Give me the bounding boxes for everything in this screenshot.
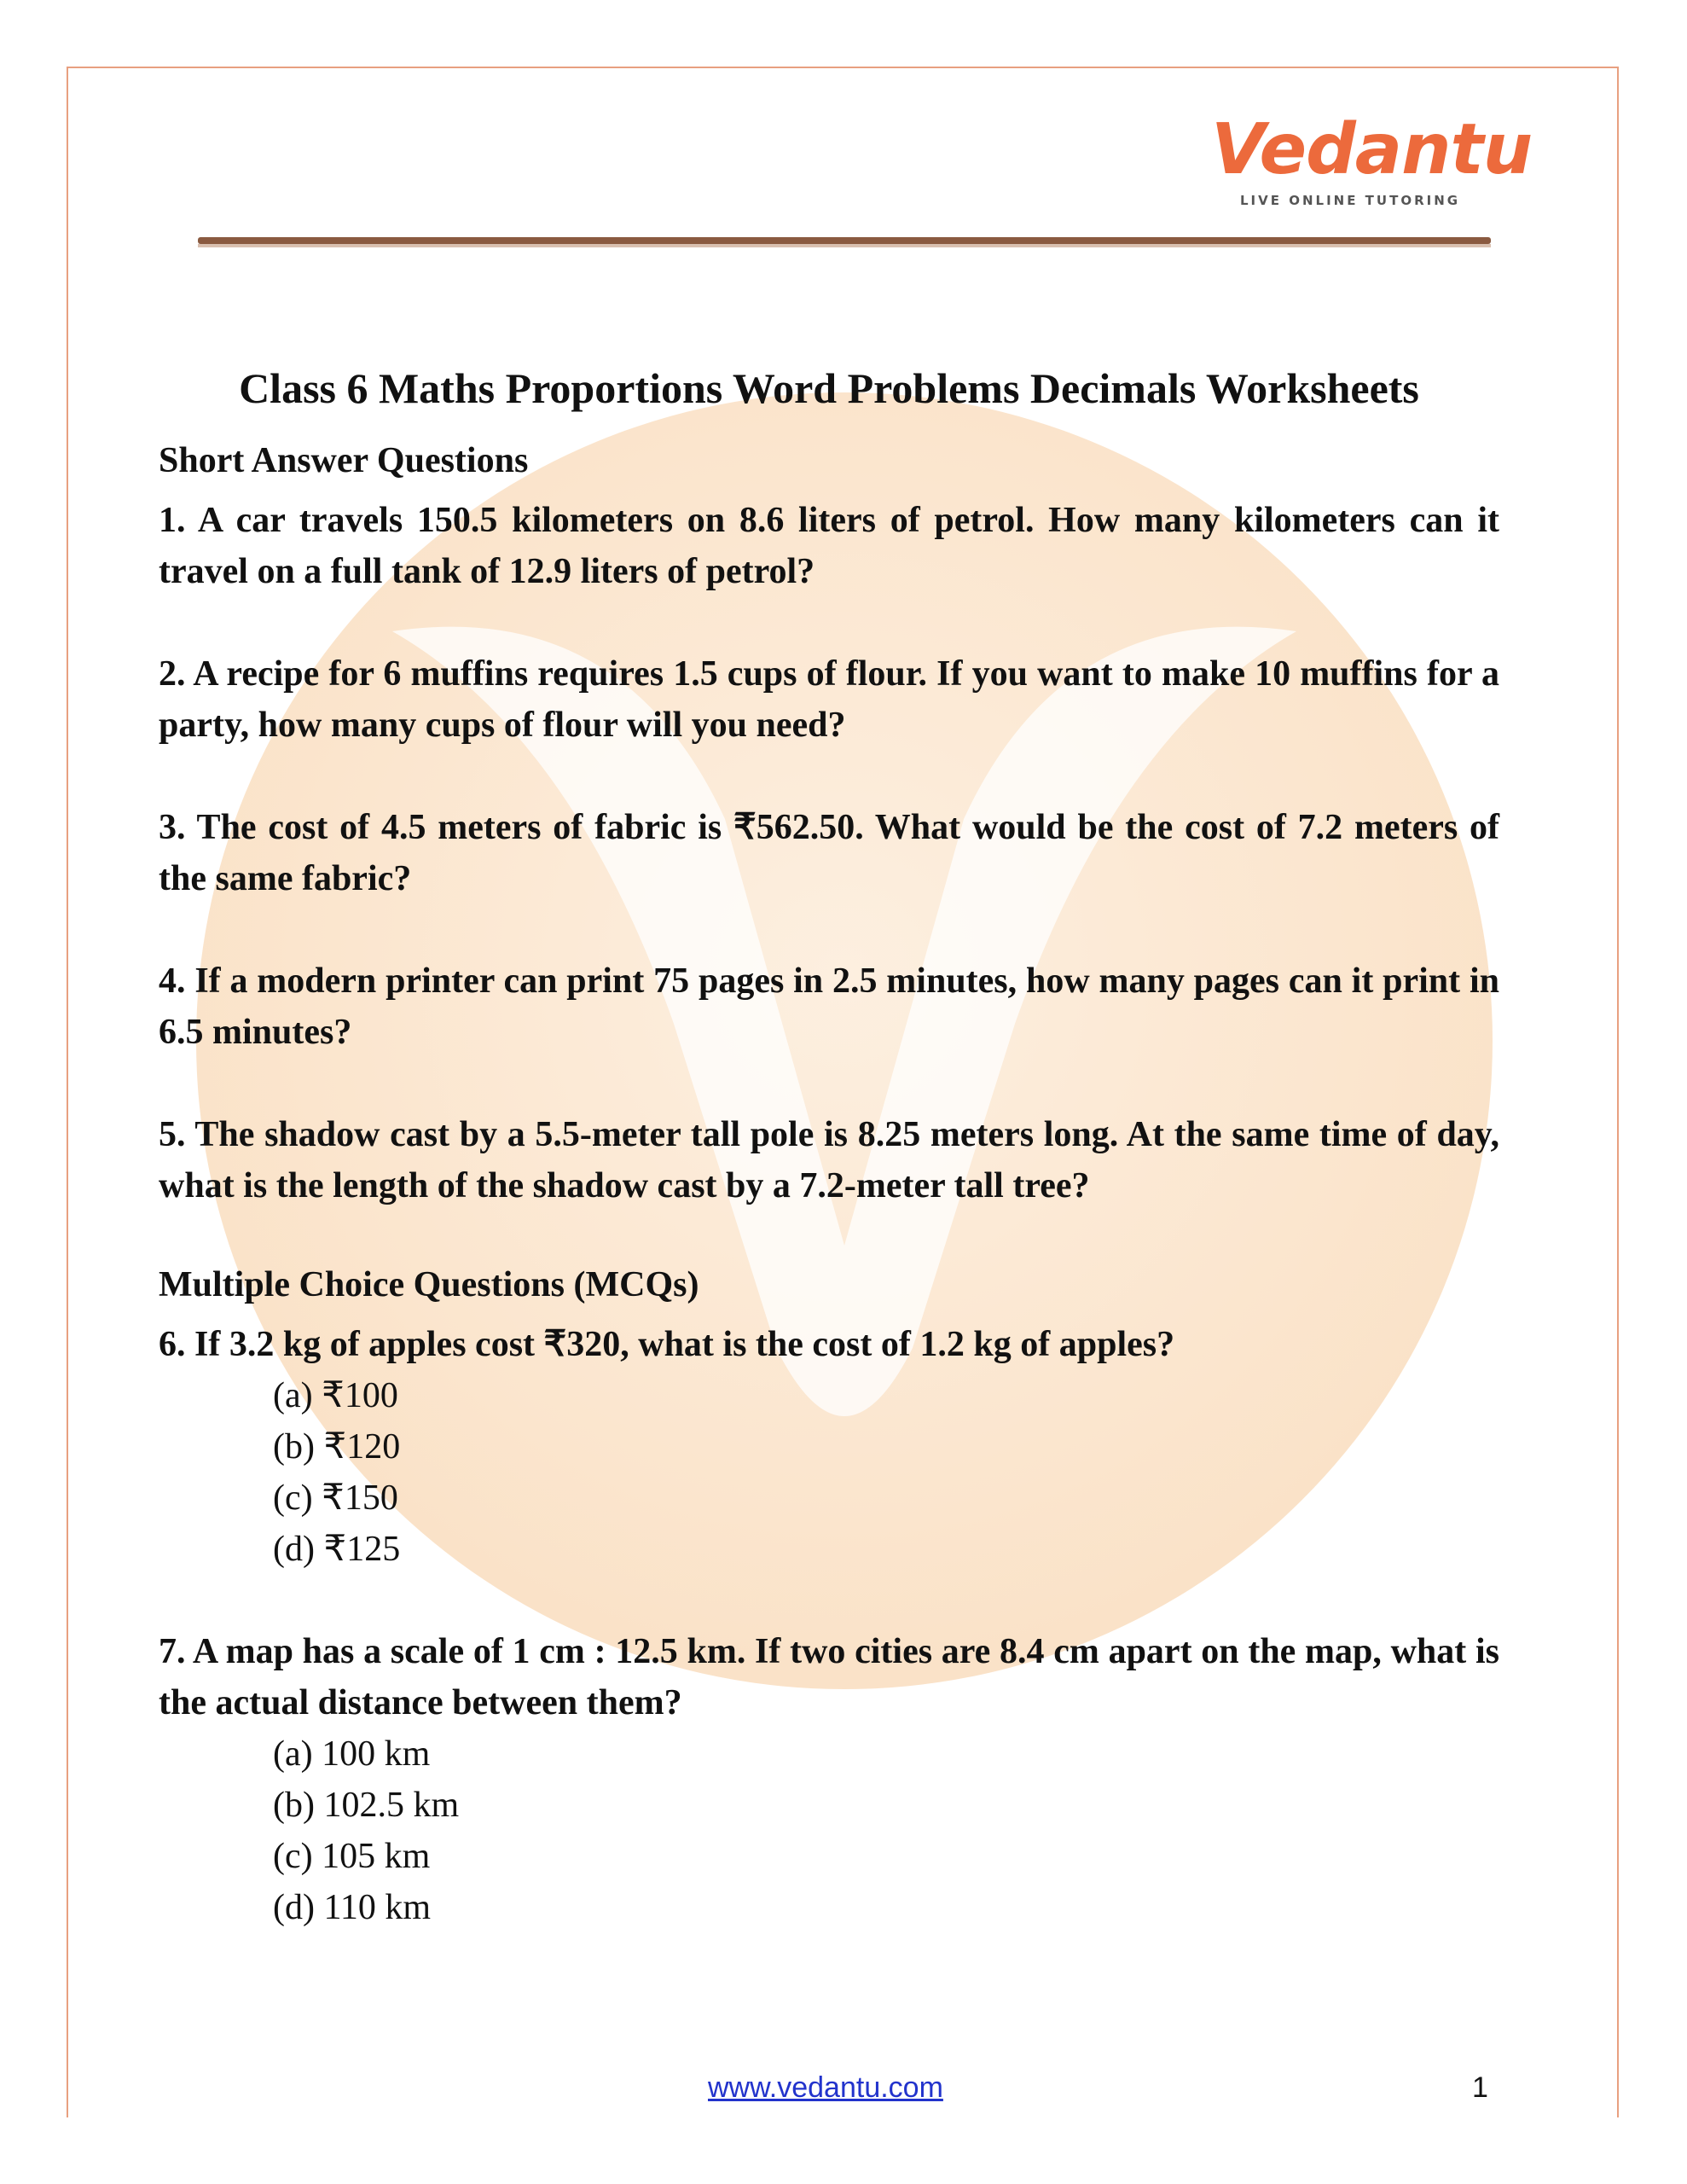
option-item: (a) 100 km xyxy=(273,1734,431,1774)
question-6-options xyxy=(273,1370,1499,1575)
option-item: (d) 110 km xyxy=(273,1888,432,1927)
question-6: 6. If 3.2 kg of apples cost ₹320, what is the cost of 1.2 kg of apples? xyxy=(159,1325,1175,1364)
option-item: (c) 105 km xyxy=(273,1837,431,1876)
footer-website-link[interactable]: www.vedantu.com xyxy=(708,2071,943,2104)
logo-tagline: LIVE ONLINE TUTORING xyxy=(1240,193,1461,208)
option-item: (c) ₹150 xyxy=(273,1478,398,1518)
mcq-heading: Multiple Choice Questions (MCQs) xyxy=(159,1265,699,1304)
option-item: (d) ₹125 xyxy=(273,1530,401,1569)
vedantu-logo xyxy=(1211,109,1533,212)
header-divider xyxy=(198,237,1491,244)
question-2: 2. A recipe for 6 muffins requires 1.5 cups of flour. If you want to make 10 muffins for a party, how many cups of flour will you need? xyxy=(159,654,1499,745)
worksheet-content xyxy=(159,358,1499,1933)
option-item: (b) ₹120 xyxy=(273,1427,401,1467)
option-item: (b) 102.5 km xyxy=(273,1786,460,1825)
logo-wordmark: Vedantu xyxy=(1211,109,1533,190)
question-7-options xyxy=(273,1728,1499,1933)
question-5: 5. The shadow cast by a 5.5-meter tall pole is 8.25 meters long. At the same time of day, what is the length of the shadow cast by a 7.2-meter tall tree? xyxy=(159,1115,1499,1205)
question-7: 7. A map has a scale of 1 cm : 12.5 km. If two cities are 8.4 cm apart on the map, what is the actual distance between them? xyxy=(159,1632,1499,1722)
page-number: 1 xyxy=(1472,2071,1488,2104)
question-3: 3. The cost of 4.5 meters of fabric is ₹562.50. What would be the cost of 7.2 meters of the same fabric? xyxy=(159,808,1499,898)
header-divider-shadow xyxy=(198,244,1491,247)
question-4: 4. If a modern printer can print 75 pages in 2.5 minutes, how many pages can it print in 6.5 minutes? xyxy=(159,961,1499,1052)
page-title: Class 6 Maths Proportions Word Problems Decimals Worksheets xyxy=(239,364,1419,412)
option-item: (a) ₹100 xyxy=(273,1376,398,1415)
short-answer-heading: Short Answer Questions xyxy=(159,441,529,480)
question-1: 1. A car travels 150.5 kilometers on 8.6 liters of petrol. How many kilometers can it travel on a full tank of 12.9 liters of petrol? xyxy=(159,501,1499,591)
